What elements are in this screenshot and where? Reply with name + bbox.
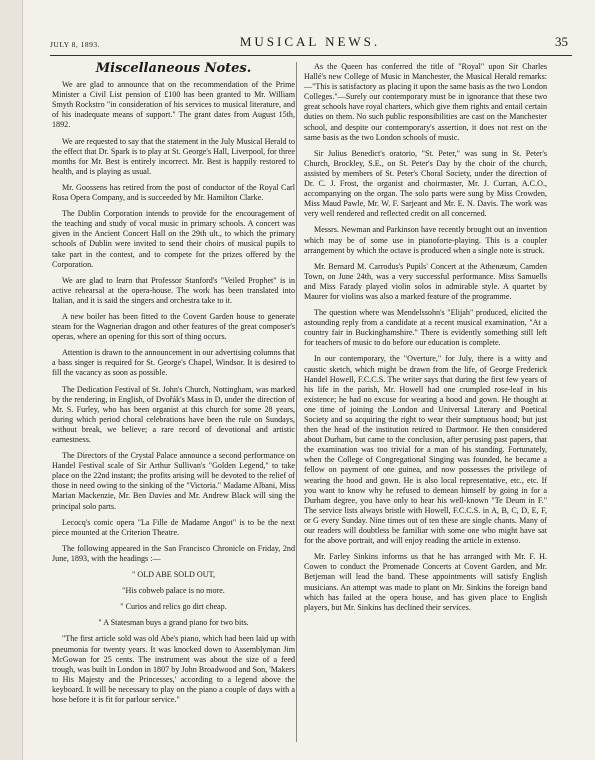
paragraph: The Dedication Festival of St. John's Church, Nottingham, was marked by the rendering, in English, of Dvořák's Mass in D, under the direction of Mr. S. Furley, who has been organist at this church for some 28 years, during which period choral celebrations have been the rule on Sundays, without break, we believe; a rare record of devotional and artistic earnestness. [52, 384, 295, 444]
paragraph: Sir Julius Benedict's oratorio, "St. Peter," was sung in St. Peter's Church, Brockley, S.E., on St. Peter's Day by the choir of the church, assisted by members of St. Peter's Choral Society, under the direction of Dr. C. J. Frost, the organist and choirmaster, Mr. J. Curran, A.C.O., accompanying on the organ. The solo parts were sung by Miss Crowden, Miss Maud Pawle, Mr. W. F. Sarjeant and Mr. E. N. Davis. The work was very well rendered and reflected credit on all concerned. [304, 148, 547, 219]
paragraph: Lecocq's comic opera "La Fille de Madame Angot" is to be the next piece mounted at the Criterion Theatre. [52, 517, 295, 537]
quote-line: " A Statesman buys a grand piano for two bits. [98, 618, 249, 628]
paragraph: Mr. Goossens has retired from the post of conductor of the Royal Carl Rosa Opera Company, and is succeeded by Mr. Hamilton Clarke. [52, 182, 295, 203]
paragraph: We are requested to say that the statement in the July Musical Herald to the effect that Dr. Spark is to play at St. George's Hall, Liverpool, for three months for Mr. Best is entirely incorrect. Mr. Best is happily restored to health, and is playing as usual. [52, 136, 295, 176]
publication-title: MUSICAL NEWS. [239, 34, 381, 49]
paragraph: As the Queen has conferred the title of "Royal" upon Sir Charles Hallé's new College of Music in Manchester, the Musical Herald remarks:—"This is satisfactory as placing it upon the same basis as the two London Colleges."—Surely our contemporary must be in ignorance that these two great schools have royal charters, which give them rights and entail certain duties on them. No such public responsibilities are cast on the Manchester school, and despite our contemporary's assertion, it does not rest on the same basis as the two London schools of music. [304, 62, 547, 142]
paragraph: We are glad to learn that Professor Stanford's "Veiled Prophet" is in active rehearsal at the opera-house. The work has been translated into Italian, and it is said the singers and orchestra take to it. [52, 275, 295, 305]
column-divider [296, 62, 297, 742]
paragraph: Mr. Bernard M. Carrodus's Pupils' Concert at the Athenæum, Camden Town, on June 24th, was a very successful performance. Miss Samuells and Miss Farady played violin solos in admirable style. A quartet by Maurer for violins was also a marked feature of the programme. [304, 261, 547, 301]
quote-line: " OLD ABE SOLD OUT, [132, 570, 215, 580]
paragraph: "The first article sold was old Abe's piano, which had been laid up with pneumonia for twenty years. It was knocked down to Assemblyman Jim McGowan for 25 cents. The instrument was about the size of a feed trough, was built in London in 1807 by John Broadwood and Son, 'Makers to His Majesty and the Princesses,' according to a legend above the keyboard. It will be necessary to play on the piano a couple of days with a hose before it is fit for parlour service." [52, 634, 295, 704]
paragraph: A new boiler has been fitted to the Covent Garden house to generate steam for the Wagnerian dragon and other features of the great composer's operas, where an opening for this sort of thing occurs. [52, 311, 295, 342]
paragraph: The Dublin Corporation intends to provide for the encouragement of the teaching and study of vocal music in primary schools. A concert was given in the Ancient Concert Hall on the 29th ult., to which the primary schools of Dublin were invited to send their choirs of musical pupils to take part in the contest, and to compete for the prizes offered by the Corporation. [52, 209, 295, 269]
header-rule [50, 55, 572, 56]
quote-line: " Curios and relics go dirt cheap. [120, 602, 227, 612]
quote-line: "His cobweb palace is no more. [122, 586, 225, 596]
paragraph: We are glad to announce that on the recommendation of the Prime Minister a Civil List pension of £100 has been granted to Mr. William Smyth Rockstro "in consideration of his services to musical literature, and of his inadequate means of support." The grant dates from August 15th, 1892. [52, 80, 295, 130]
left-column [52, 62, 295, 711]
page-edge [0, 0, 23, 760]
section-heading: Miscellaneous Notes. [95, 61, 252, 76]
paragraph: The question where was Mendelssohn's "Elijah" produced, elicited the astounding reply from a candidate at a recent musical examination, "At a country fair in Buckinghamshire." There is evidently something still left for teachers of music to do before our education is complete. [304, 308, 547, 348]
paragraph: Attention is drawn to the announcement in our advertising columns that a bass singer is required for St. George's Chapel, Windsor. It is desired to fill the vacancy as soon as possible. [52, 348, 295, 378]
right-column [304, 62, 547, 619]
paragraph: The Directors of the Crystal Palace announce a second performance on Handel Festival scale of Sir Arthur Sullivan's "Golden Legend," to take place on the 22nd instant; the profits arising will be devoted to the relief of those in need owing to the sinking of the "Victoria." Madame Albani, Miss Marian Mackenzie, Mr. Ben Davies and Mr. Andrew Black will sing the principal solo parts. [52, 451, 295, 511]
paragraph: The following appeared in the San Francisco Chronicle on Friday, 2nd June, 1893, with the headings :— [52, 543, 295, 563]
paragraph: Mr. Farley Sinkins informs us that he has arranged with Mr. F. H. Cowen to conduct the Promenade Concerts at Covent Garden, and Mr. Betjeman will lead the band. These appointments will satisfy English musicians. An attempt was made to plant on Mr. Sinkins the foreign band which has failed at the opera house, and has given place to English players, but Mr. Sinkins has declined their services. [304, 552, 547, 612]
page-header [50, 32, 570, 56]
page-number: 35 [555, 34, 568, 49]
paragraph: In our contemporary, the "Overture," for July, there is a witty and caustic sketch, which might be drawn from the life, of George Frederick Handel Howell, F.C.C.S. The writer says that during the first few years of his life in the parish, Mr. Howell had one crumpled rose-leaf in his existence; he had no excuse for wearing a hood and gown. He thought at one time of joining the London and Universal Literary and Poetical Society and so acquiring the right to wear their sumptuous hood; but just then the head of the institution retired to Dartmoor. He then considered about Durham, but came to the conclusion, after perusing past papers, that the examination was too trivial for a man of his standing. Fortunately, when the College of Congregational Singing was founded, he became a fellow on payment of one guinea, and now possesses the privilege of wearing the hood and gown. He is also local representative, etc., etc. If you want to know why he refused to demean himself by going in for a Durham degree, you have only to hear his well-known "Te Deum in F." The service lists always bristle with Howell, F.C.C.S. in A, B, C, D, E, F, or G every Sunday. Nine times out of ten these are single chants. Many of our readers will doubtless be familiar with some one who might have sat for the above portrait, and will enjoy reading the article in extenso. [304, 354, 547, 546]
paragraph: Messrs. Newman and Parkinson have recently brought out an invention which may be of some use in pianoforte-playing. This is a coupler arrangement by which the octave is produced when a single note is struck. [304, 225, 547, 255]
issue-date: JULY 8, 1893. [50, 40, 101, 49]
